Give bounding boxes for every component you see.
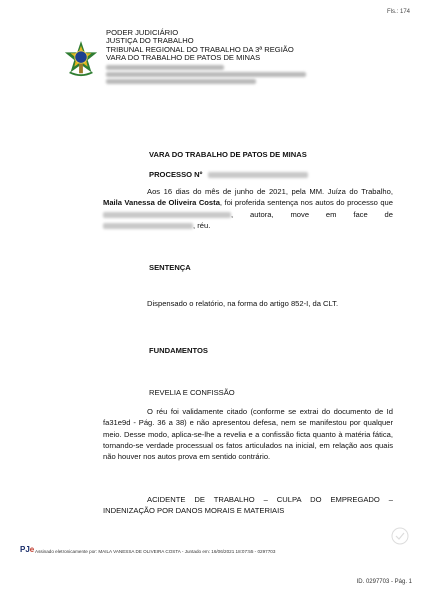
- pje-logo-text: PJ: [20, 545, 30, 554]
- document-id: ID. 0297703 - Pág. 1: [356, 579, 412, 585]
- redacted-author-name: [103, 212, 231, 218]
- intro-text: , foi proferida sentença nos autos do processo que: [219, 198, 393, 208]
- pje-logo: [20, 545, 34, 554]
- intro-text: Aos 16 dias do mês de junho de 2021, pela MM. Juíza do Trabalho,: [147, 187, 393, 196]
- signature-line: Assinado eletronicamente por: MAILA VANESSA DE OLIVEIRA COSTA - Juntado em: 16/06/2021 18:07:55 - 0297703: [35, 549, 276, 554]
- process-label: PROCESSO Nº: [149, 170, 203, 179]
- redacted-process-number: [208, 172, 308, 178]
- judge-name: Maila Vanessa de Oliveira Costa: [103, 198, 220, 208]
- pje-logo-text: e: [29, 545, 35, 554]
- fundamentos-heading: FUNDAMENTOS: [149, 346, 208, 355]
- watermark-icon: [390, 526, 410, 546]
- page-folio: Fls.: 174: [386, 9, 410, 15]
- sentenca-heading: SENTENÇA: [149, 263, 191, 272]
- coat-of-arms-icon: [62, 40, 100, 78]
- header-line: VARA DO TRABALHO DE PATOS DE MINAS: [106, 53, 261, 63]
- redacted-defendant: [106, 79, 256, 84]
- court-header: [106, 29, 306, 86]
- intro-text: , réu.: [193, 220, 211, 230]
- intro-text: , autora, move em face de: [231, 209, 393, 219]
- redacted-defendant-name: [103, 223, 193, 229]
- revelia-paragraph: O réu foi validamente citado (conforme se extrai do documento de Id fa31e9d - Pág. 36 a 38) e não apresentou defesa, nem se manifestou por qualquer meio. Desse modo, aplica-se-lhe a revelia e a confissão ficta quanto à matéria fática, tornando-se verdade processual os fatos articulados na inicial, em relação aos quais não houver nos autos prova em sentido contrário.: [103, 407, 393, 462]
- redacted-author: [106, 72, 306, 77]
- process-number-label: [149, 170, 308, 179]
- sentenca-body: Dispensado o relatório, na forma do artigo 852-I, da CLT.: [147, 299, 339, 308]
- court-title: VARA DO TRABALHO DE PATOS DE MINAS: [149, 150, 307, 159]
- header-line: JUSTIÇA DO TRABALHO: [106, 36, 194, 46]
- header-line: TRIBUNAL REGIONAL DO TRABALHO DA 3ª REGIÃO: [106, 44, 294, 54]
- header-line: PODER JUDICIÁRIO: [106, 28, 179, 37]
- intro-paragraph: [103, 186, 393, 231]
- redacted-process-number: [106, 65, 224, 70]
- acidente-heading: ACIDENTE DE TRABALHO – CULPA DO EMPREGADO – INDENIZAÇÃO POR DANOS MORAIS E MATERIAIS: [103, 495, 393, 516]
- revelia-subheading: REVELIA E CONFISSÃO: [149, 388, 235, 397]
